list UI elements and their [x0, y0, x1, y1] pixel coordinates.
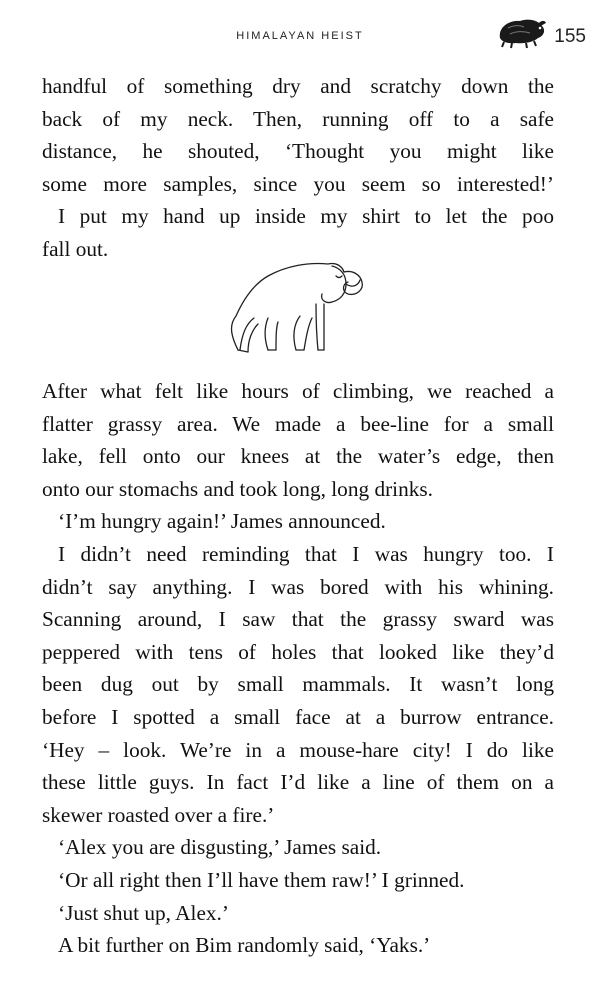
text-line: these little guys. In fact I’d like a line of them on a — [42, 770, 554, 795]
text-line: before I spotted a small face at a burrow entrance. — [42, 704, 554, 729]
page-header — [0, 26, 600, 66]
text-line: handful of something dry and scratchy down the — [42, 74, 554, 98]
text-line: peppered with tens of holes that looked like they’d — [42, 639, 554, 664]
text-line: been dug out by small mammals. It wasn’t long — [42, 672, 554, 697]
text-line: lake, fell onto our knees at the water’s edge, then — [42, 444, 554, 469]
running-title: HIMALAYAN HEIST — [236, 30, 364, 42]
text-line: flatter grassy area. We made a bee-line for a small — [42, 411, 554, 436]
text-line: I didn’t need reminding that I was hungry too. I — [58, 541, 554, 566]
text-line: some more samples, since you seem so interested!’ — [42, 171, 554, 196]
text-block-bottom — [42, 375, 554, 962]
text-line: ‘Alex you are disgusting,’ James said. — [58, 835, 382, 860]
text-line: A bit further on Bim randomly said, ‘Yaks.’ — [58, 933, 431, 958]
text-line: didn’t say anything. I was bored with his whining. — [42, 574, 554, 599]
text-line: Scanning around, I saw that the grassy sward was — [42, 607, 554, 632]
text-line: distance, he shouted, ‘Thought you might like — [42, 139, 554, 164]
text-block-top — [42, 70, 554, 266]
animal-emblem-icon — [494, 12, 550, 52]
text-line: fall out. — [42, 236, 109, 261]
text-line: ‘Hey – look. We’re in a mouse-hare city! I do like — [42, 737, 554, 762]
text-line: back of my neck. Then, running off to a safe — [42, 106, 554, 131]
text-line: ‘I’m hungry again!’ James announced. — [58, 509, 386, 534]
text-line: ‘Just shut up, Alex.’ — [58, 900, 229, 925]
text-line: I put my hand up inside my shirt to let the poo — [58, 204, 554, 229]
elephant-sketch-icon — [212, 254, 372, 364]
text-line: After what felt like hours of climbing, we reached a — [42, 379, 554, 403]
text-line: ‘Or all right then I’ll have them raw!’ I grinned. — [58, 867, 465, 892]
text-line: onto our stomachs and took long, long drinks. — [42, 476, 434, 501]
page-number: 155 — [554, 26, 586, 47]
text-line: skewer roasted over a fire.’ — [42, 802, 275, 827]
